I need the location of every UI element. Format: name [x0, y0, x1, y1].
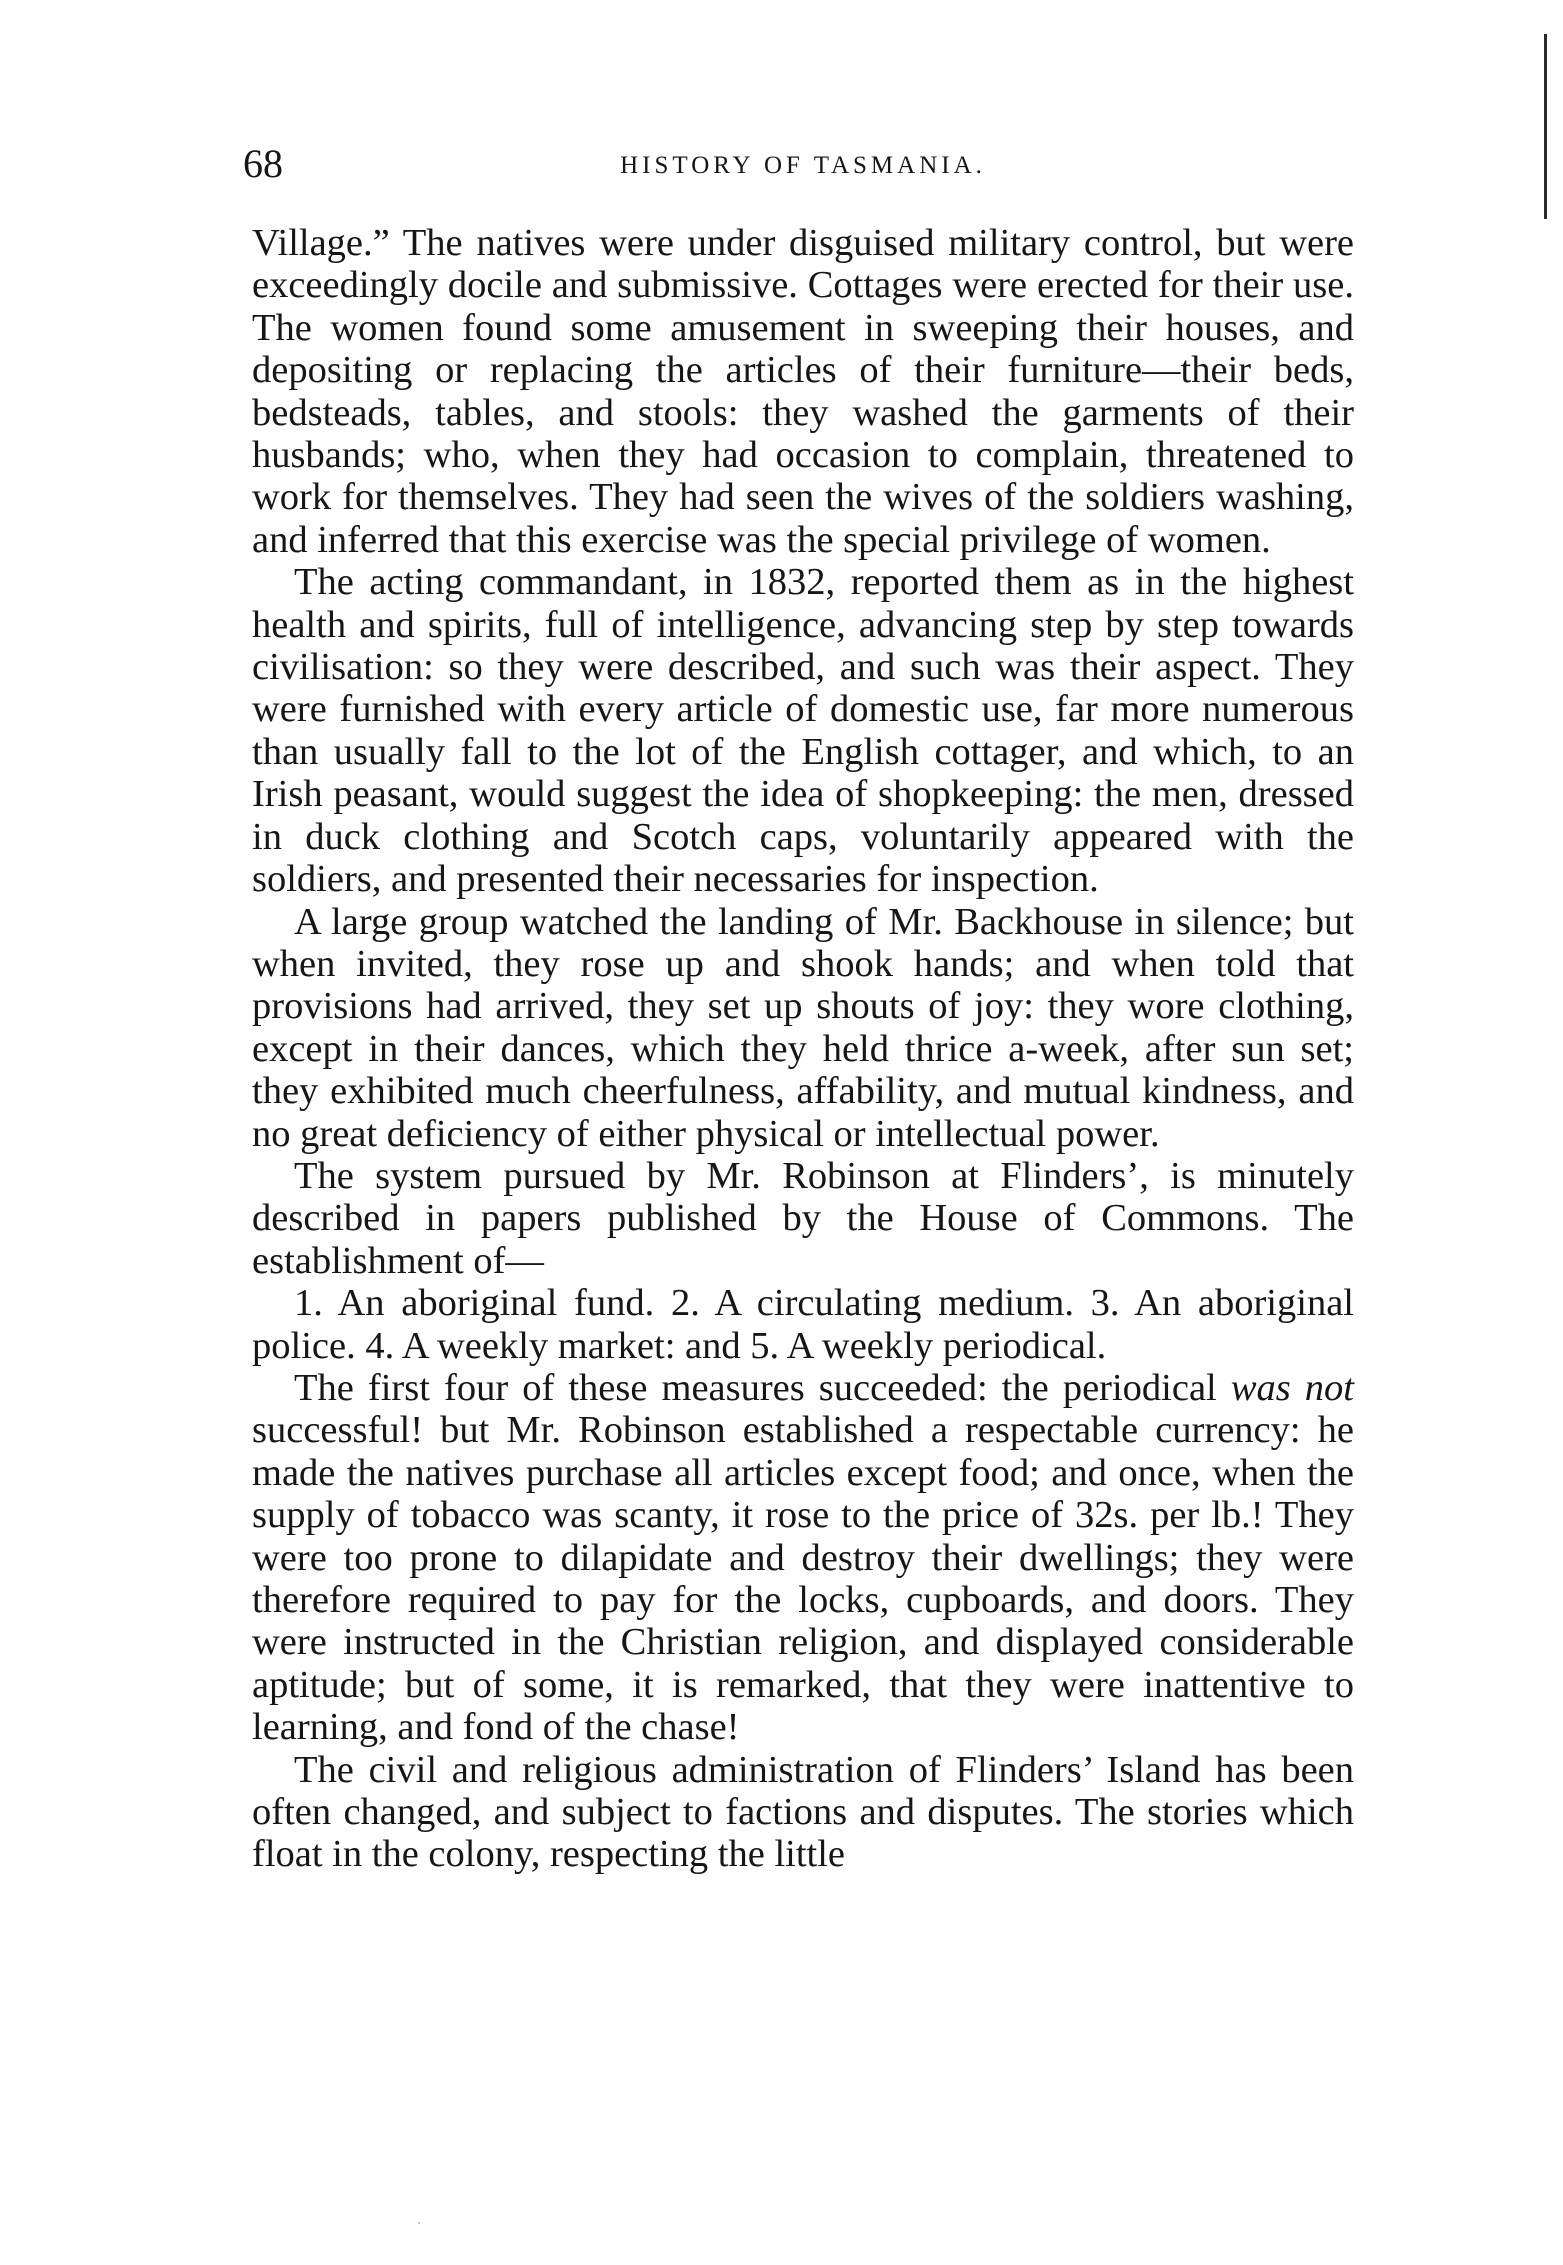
- running-title: HISTORY OF TASMANIA.: [620, 152, 986, 179]
- paragraph: Village.” The natives were under disguised military control, but were exceedingly docile and submissive. Cottages were erected for their use. The women found some amusement in sweeping their houses, and depositing or replacing the articles of their furniture—their beds, bedsteads, tables, and stools: they washed the garments of their husbands; who, when they had occasion to complain, threatened to work for themselves. They had seen the wives of the soldiers washing, and inferred that this exercise was the special privilege of women.: [252, 222, 1354, 561]
- paragraph: The system pursued by Mr. Robinson at Flinders’, is minutely described in papers published by the House of Commons. The establishment of—: [252, 1154, 1354, 1282]
- paragraph: A large group watched the landing of Mr. Backhouse in silence; but when invited, they rose up and shook hands; and when told that provisions had arrived, they set up shouts of joy: they wore clothing, except in their dances, which they held thrice a-week, after sun set; they exhibited much cheerfulness, affability, and mutual kindness, and no great deficiency of either physical or intellectual power.: [252, 900, 1354, 1155]
- paragraph-text: successful! but Mr. Robinson established a respectable currency: he made the natives purchase all articles except food; and once, when the supply of tobacco was scanty, it rose to the price of 32s. per lb.! They were too prone to dilapidate and destroy their dwellings; they were therefore required to pay for the locks, cupboards, and doors. They were instructed in the Christian religion, and displayed considerable aptitude; but of some, it is remarked, that they were inattentive to learning, and fond of the chase!: [252, 1409, 1354, 1749]
- page-header: [243, 140, 1363, 196]
- scan-speck: [418, 2222, 420, 2224]
- paragraph: [252, 1367, 1354, 1749]
- body-text: [252, 222, 1354, 1876]
- scan-edge-line: [1544, 34, 1547, 219]
- numbered-list-paragraph: 1. An aboriginal fund. 2. A circulating medium. 3. An aboriginal police. 4. A weekly market: and 5. A weekly periodical.: [252, 1282, 1354, 1367]
- paragraph: The acting commandant, in 1832, reported them as in the highest health and spirits, full of intelligence, advancing step by step towards civilisation: so they were described, and such was their aspect. They were furnished with every article of domestic use, far more numerous than usually fall to the lot of the English cottager, and which, to an Irish peasant, would suggest the idea of shopkeeping: the men, dressed in duck clothing and Scotch caps, voluntarily appeared with the soldiers, and presented their necessaries for inspection.: [252, 561, 1354, 901]
- paragraph-text: The first four of these measures succeeded: the periodical: [294, 1366, 1231, 1409]
- emphasis-text: was not: [1230, 1366, 1354, 1409]
- paragraph: The civil and religious administration of Flinders’ Island has been often changed, and subject to factions and disputes. The stories which float in the colony, respecting the little: [252, 1748, 1354, 1876]
- page-number: 68: [243, 141, 283, 186]
